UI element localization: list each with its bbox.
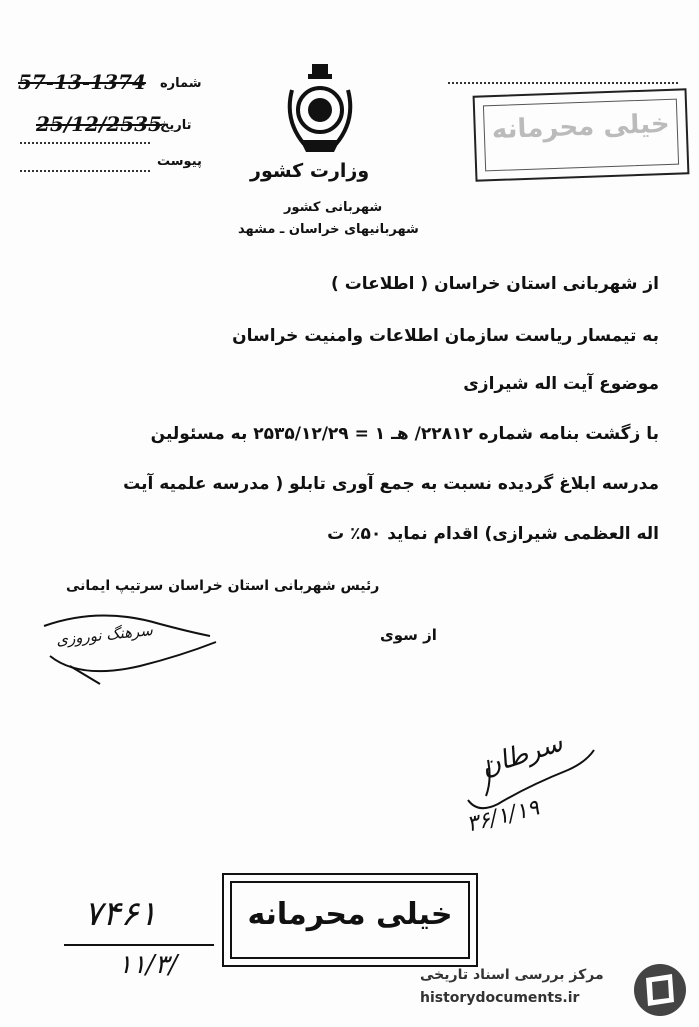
confidential-stamp-bottom: [222, 873, 478, 967]
stamp-bottom-text: خیلی محرمانه: [247, 897, 453, 932]
attachment-dots: [20, 170, 150, 172]
handwritten-number-date: ۱۱/۳/: [118, 950, 178, 980]
date-label: تاریخ: [160, 118, 192, 133]
number-underline: [64, 944, 214, 946]
police-title: شهربانی کشور: [284, 200, 383, 215]
signature-title: رئیس شهربانی استان خراسان سرتیپ ایمانی: [66, 578, 380, 594]
date-dots: [20, 142, 150, 144]
archive-logo-icon: [632, 962, 688, 1018]
confidential-stamp-top: [473, 88, 690, 181]
ministry-title: وزارت کشور: [250, 160, 370, 182]
body-line-2: مدرسه ابلاغ گردیده نسبت به جمع آوری تابلو ( مدرسه علمیه آیت: [123, 474, 659, 494]
attachment-label: پیوست: [157, 154, 202, 169]
number-label: شماره: [160, 76, 202, 91]
lion-and-sun-emblem-icon: [280, 60, 360, 160]
subject-line: موضوع آیت اله شیرازی: [463, 374, 659, 394]
khorasan-police-title: شهربانیهای خراسان ـ مشهد: [238, 222, 419, 237]
handwritten-number: ۷۴۶۱: [84, 894, 158, 934]
on-behalf-label: از سوی: [380, 626, 437, 644]
body-line-1: با زگشت بنامه شماره ۲۲۸۱۲/ هـ ۱ = ۲۵۳۵/۱۲/۲۹ به مسئولین: [150, 424, 659, 444]
top-right-dots: [448, 82, 678, 84]
number-value: 57-13-1374: [18, 70, 146, 94]
signer-name: سرهنگ نوروزی: [55, 620, 154, 650]
to-line: به تیمسار ریاست سازمان اطلاعات وامنیت خراسان: [232, 326, 659, 346]
handwritten-note: سرطان: [477, 727, 567, 783]
from-line: از شهربانی استان خراسان ( اطلاعات ): [331, 274, 659, 294]
archive-name: مرکز بررسی اسناد تاریخی: [420, 967, 604, 983]
body-line-3: اله العظمی شیرازی) اقدام نماید ۵۰٪ ت: [327, 524, 659, 544]
stamp-top-text: خیلی محرمانه: [491, 108, 671, 146]
archive-url: historydocuments.ir: [420, 990, 580, 1006]
date-value: 25/12/2535: [36, 112, 162, 136]
handwritten-date: ۳۶/۱/۱۹: [464, 795, 542, 838]
signature-scribble-icon: [40, 596, 220, 686]
